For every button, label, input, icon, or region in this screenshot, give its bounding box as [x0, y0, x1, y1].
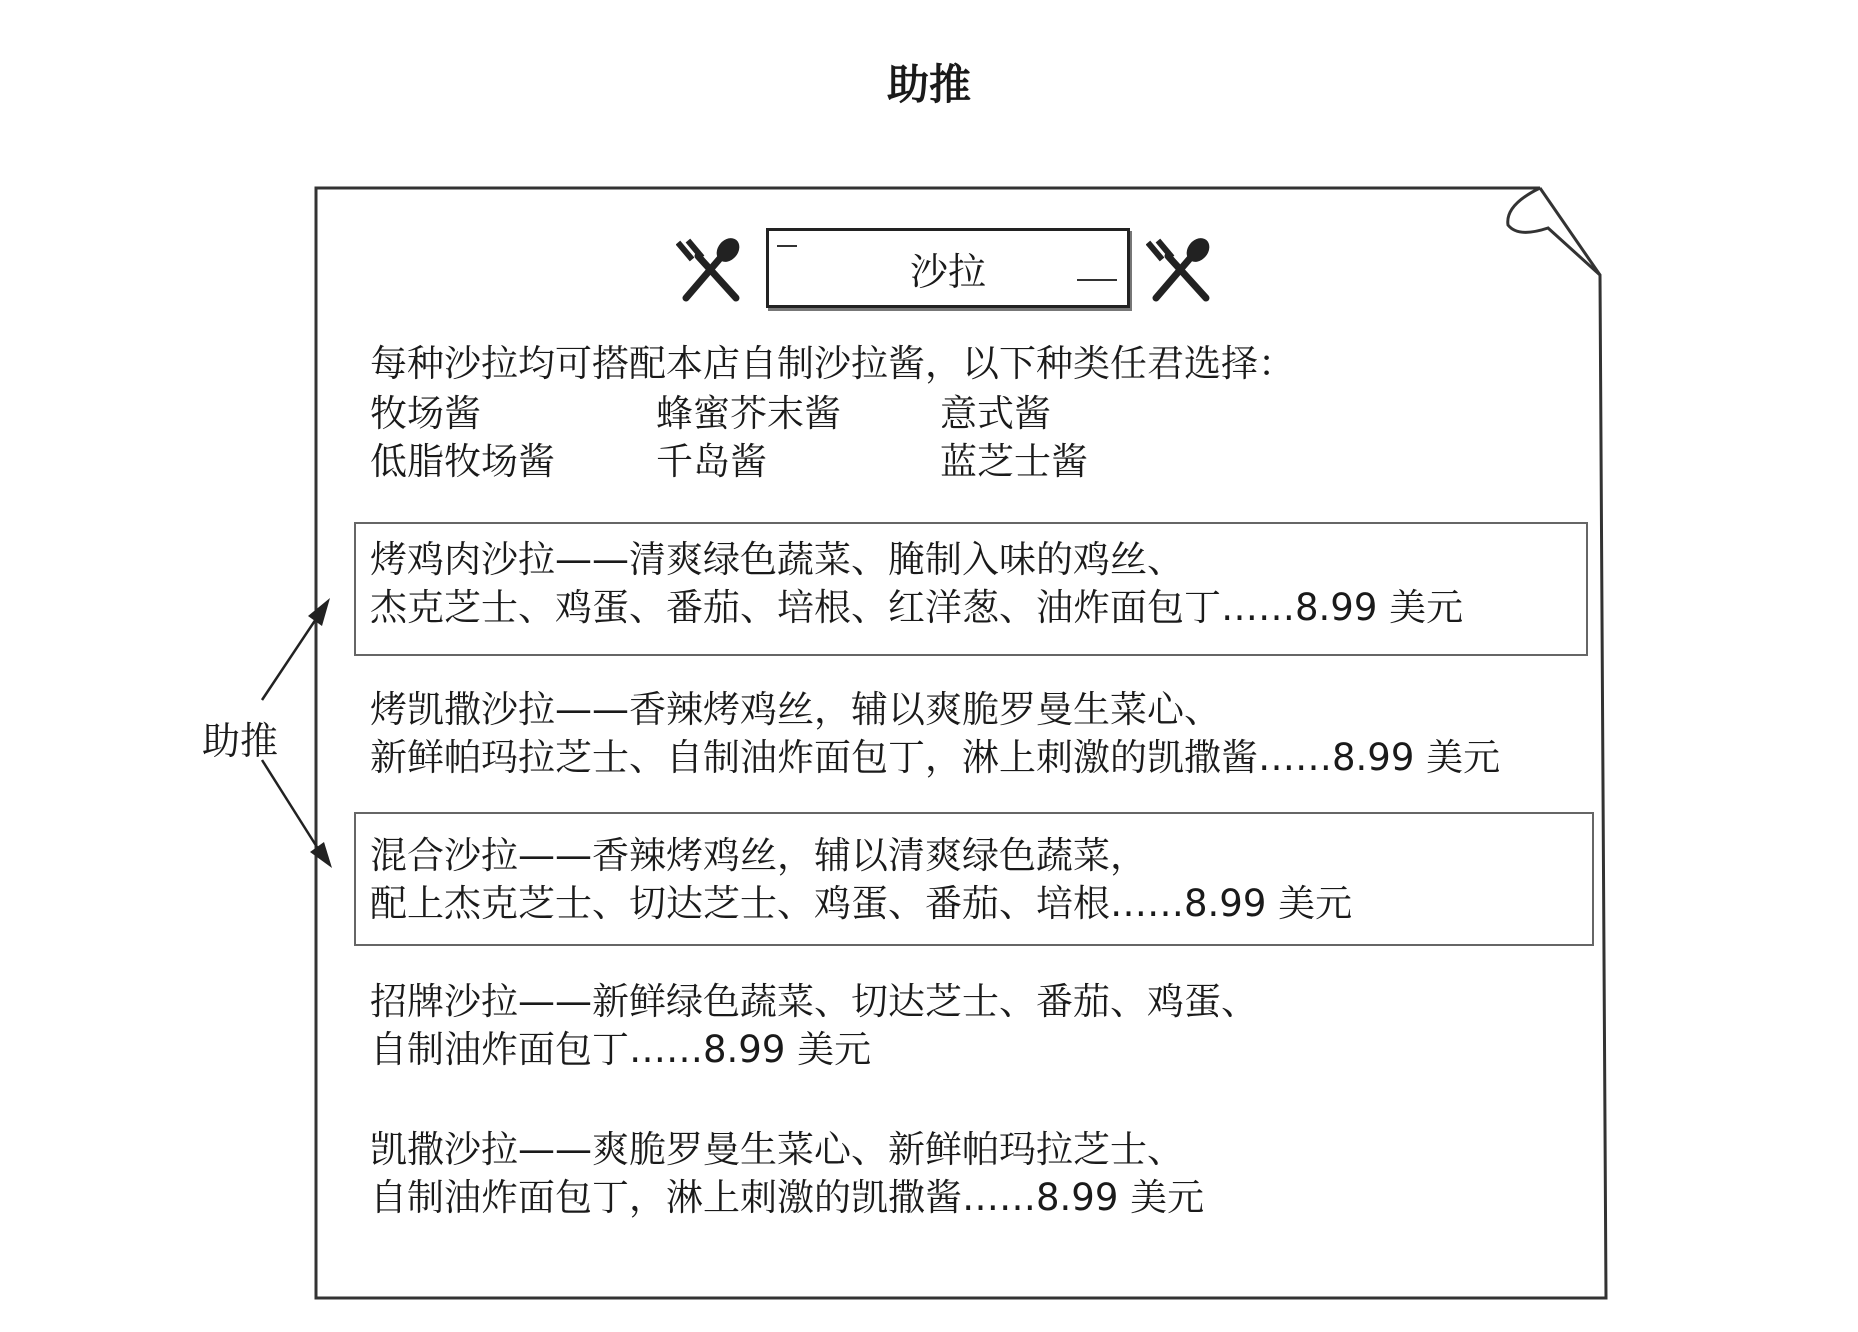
dressing-item: 牧场酱 [370, 392, 481, 435]
fork-knife-icon [1146, 236, 1216, 306]
arrow-down-head [310, 842, 332, 868]
menu-item-grilled-chicken [370, 536, 1463, 632]
menu-item-signature [370, 978, 1258, 1074]
menu-item-line: 凯撒沙拉——爽脆罗曼生菜心、新鲜帕玛拉芝士、 [370, 1128, 1184, 1171]
menu-item-line: 自制油炸面包丁，淋上刺激的凯撒酱……8.99 美元 [370, 1176, 1205, 1219]
dressing-item: 低脂牧场酱 [370, 440, 555, 483]
dressing-item: 千岛酱 [656, 440, 767, 483]
menu-header [766, 228, 1130, 308]
dressing-item: 蜂蜜芥末酱 [656, 392, 841, 435]
folded-corner-edge [1540, 188, 1600, 275]
menu-item-line: 招牌沙拉——新鲜绿色蔬菜、切达芝士、番茄、鸡蛋、 [370, 980, 1258, 1023]
menu-item-grilled-caesar [370, 686, 1500, 782]
menu-item-line: 配上杰克芝士、切达芝士、鸡蛋、番茄、培根……8.99 美元 [370, 882, 1353, 925]
diagram-title: 助推 [886, 60, 971, 109]
menu-item-line: 烤鸡肉沙拉——清爽绿色蔬菜、腌制入味的鸡丝、 [370, 538, 1184, 581]
menu-item-line: 自制油炸面包丁……8.99 美元 [370, 1028, 872, 1071]
arrow-up-line [262, 610, 322, 700]
menu-item-line: 杰克芝士、鸡蛋、番茄、培根、红洋葱、油炸面包丁……8.99 美元 [370, 586, 1464, 629]
dressing-item: 蓝芝士酱 [940, 440, 1088, 483]
arrow-up-head [308, 598, 330, 626]
fork-knife-icon [676, 236, 746, 306]
menu-item-line: 烤凯撒沙拉——香辣烤鸡丝，辅以爽脆罗曼生菜心、 [370, 688, 1221, 731]
menu-item-line: 新鲜帕玛拉芝士、自制油炸面包丁，淋上刺激的凯撒酱……8.99 美元 [370, 736, 1501, 779]
menu-item-caesar [370, 1126, 1204, 1222]
dressing-intro: 每种沙拉均可搭配本店自制沙拉酱，以下种类任君选择： [370, 342, 1295, 385]
arrow-down-line [262, 760, 322, 855]
menu-item-mixed [370, 832, 1352, 928]
menu-item-line: 混合沙拉——香辣烤鸡丝，辅以清爽绿色蔬菜， [370, 834, 1147, 877]
nudge-annotation-label: 助推 [202, 719, 279, 763]
menu-header-label: 沙拉 [909, 249, 986, 294]
dressing-item: 意式酱 [940, 392, 1051, 435]
